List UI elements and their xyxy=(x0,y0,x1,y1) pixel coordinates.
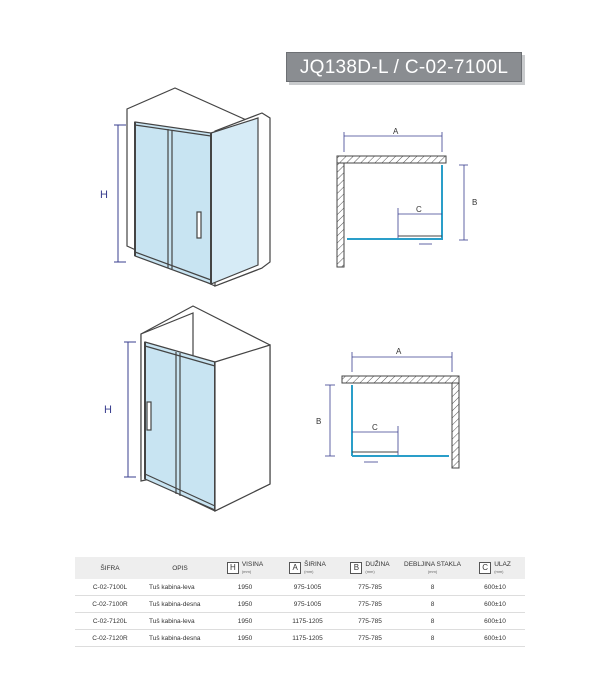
col-duzina xyxy=(340,557,400,579)
cell-duzina: 775-785 xyxy=(340,579,400,596)
col-ulaz xyxy=(465,557,525,579)
table-row xyxy=(75,613,525,630)
h-label-2: H xyxy=(104,404,112,416)
c-label-1: C xyxy=(416,205,422,214)
cell-visina: 1950 xyxy=(215,579,275,596)
visina-label: VISINA xyxy=(241,561,264,568)
cell-sifra: C-02-7100L xyxy=(75,579,145,596)
cell-opis: Tuš kabina-desna xyxy=(145,596,215,613)
table-header-row xyxy=(75,557,525,579)
a-label-1: A xyxy=(393,127,399,136)
cell-sirina: 1175-1205 xyxy=(275,613,340,630)
height-dimension-1 xyxy=(114,125,126,262)
cell-sifra: C-02-7100R xyxy=(75,596,145,613)
col-sifra: ŠIFRA xyxy=(100,564,120,572)
glass-side-panel xyxy=(211,118,258,284)
h-letter-box: H xyxy=(227,562,239,574)
cell-ulaz: 600±10 xyxy=(465,630,525,647)
ulaz-label: ULAZ xyxy=(494,561,511,568)
cell-sifra: C-02-7120L xyxy=(75,613,145,630)
col-sirina xyxy=(275,557,340,579)
cell-visina: 1950 xyxy=(215,596,275,613)
cell-ulaz: 600±10 xyxy=(465,596,525,613)
height-dimension-2 xyxy=(124,342,136,477)
b-label-2: B xyxy=(316,417,322,426)
debljina-label: DEBLJINA STAKLA xyxy=(404,561,461,568)
cell-debljina: 8 xyxy=(400,630,465,647)
cell-sirina: 975-1005 xyxy=(275,596,340,613)
cell-debljina: 8 xyxy=(400,596,465,613)
sirina-label: ŠIRINA xyxy=(304,561,326,568)
plan-view-1 xyxy=(337,132,468,267)
table-row xyxy=(75,596,525,613)
sirina-unit: (mm) xyxy=(304,569,314,574)
duzina-label: DUŽINA xyxy=(365,561,390,568)
cell-ulaz: 600±10 xyxy=(465,613,525,630)
col-visina xyxy=(215,557,275,579)
col-debljina xyxy=(400,557,465,579)
c-label-2: C xyxy=(372,423,378,432)
a-label-2: A xyxy=(396,347,402,356)
b-letter-box: B xyxy=(350,562,362,574)
cell-visina: 1950 xyxy=(215,613,275,630)
h-label-1: H xyxy=(100,189,108,201)
a-letter-box: A xyxy=(289,562,301,574)
isometric-drawing-left-version xyxy=(127,88,270,286)
visina-unit: (mm) xyxy=(241,569,252,574)
isometric-drawing-right-version xyxy=(141,306,270,511)
duzina-unit: (mm) xyxy=(365,569,375,574)
glass-front-panel xyxy=(135,122,211,284)
cell-duzina: 775-785 xyxy=(340,596,400,613)
cell-debljina: 8 xyxy=(400,579,465,596)
cell-duzina: 775-785 xyxy=(340,630,400,647)
c-letter-box: C xyxy=(479,562,491,574)
table-row xyxy=(75,630,525,647)
cell-sirina: 1175-1205 xyxy=(275,630,340,647)
debljina-unit: (mm) xyxy=(427,569,438,574)
b-label-1: B xyxy=(472,198,478,207)
product-title: JQ138D-L / C-02-7100L xyxy=(299,57,509,78)
cell-sirina: 975-1005 xyxy=(275,579,340,596)
plan-view-2 xyxy=(325,352,459,468)
ulaz-unit: (mm) xyxy=(494,569,504,574)
cell-opis: Tuš kabina-leva xyxy=(145,613,215,630)
col-opis: OPIS xyxy=(172,564,188,572)
specification-table xyxy=(75,557,525,647)
cell-debljina: 8 xyxy=(400,613,465,630)
cell-ulaz: 600±10 xyxy=(465,579,525,596)
table-row xyxy=(75,579,525,596)
cell-opis: Tuš kabina-desna xyxy=(145,630,215,647)
cell-duzina: 775-785 xyxy=(340,613,400,630)
cell-opis: Tuš kabina-leva xyxy=(145,579,215,596)
cell-visina: 1950 xyxy=(215,630,275,647)
cell-sifra: C-02-7120R xyxy=(75,630,145,647)
